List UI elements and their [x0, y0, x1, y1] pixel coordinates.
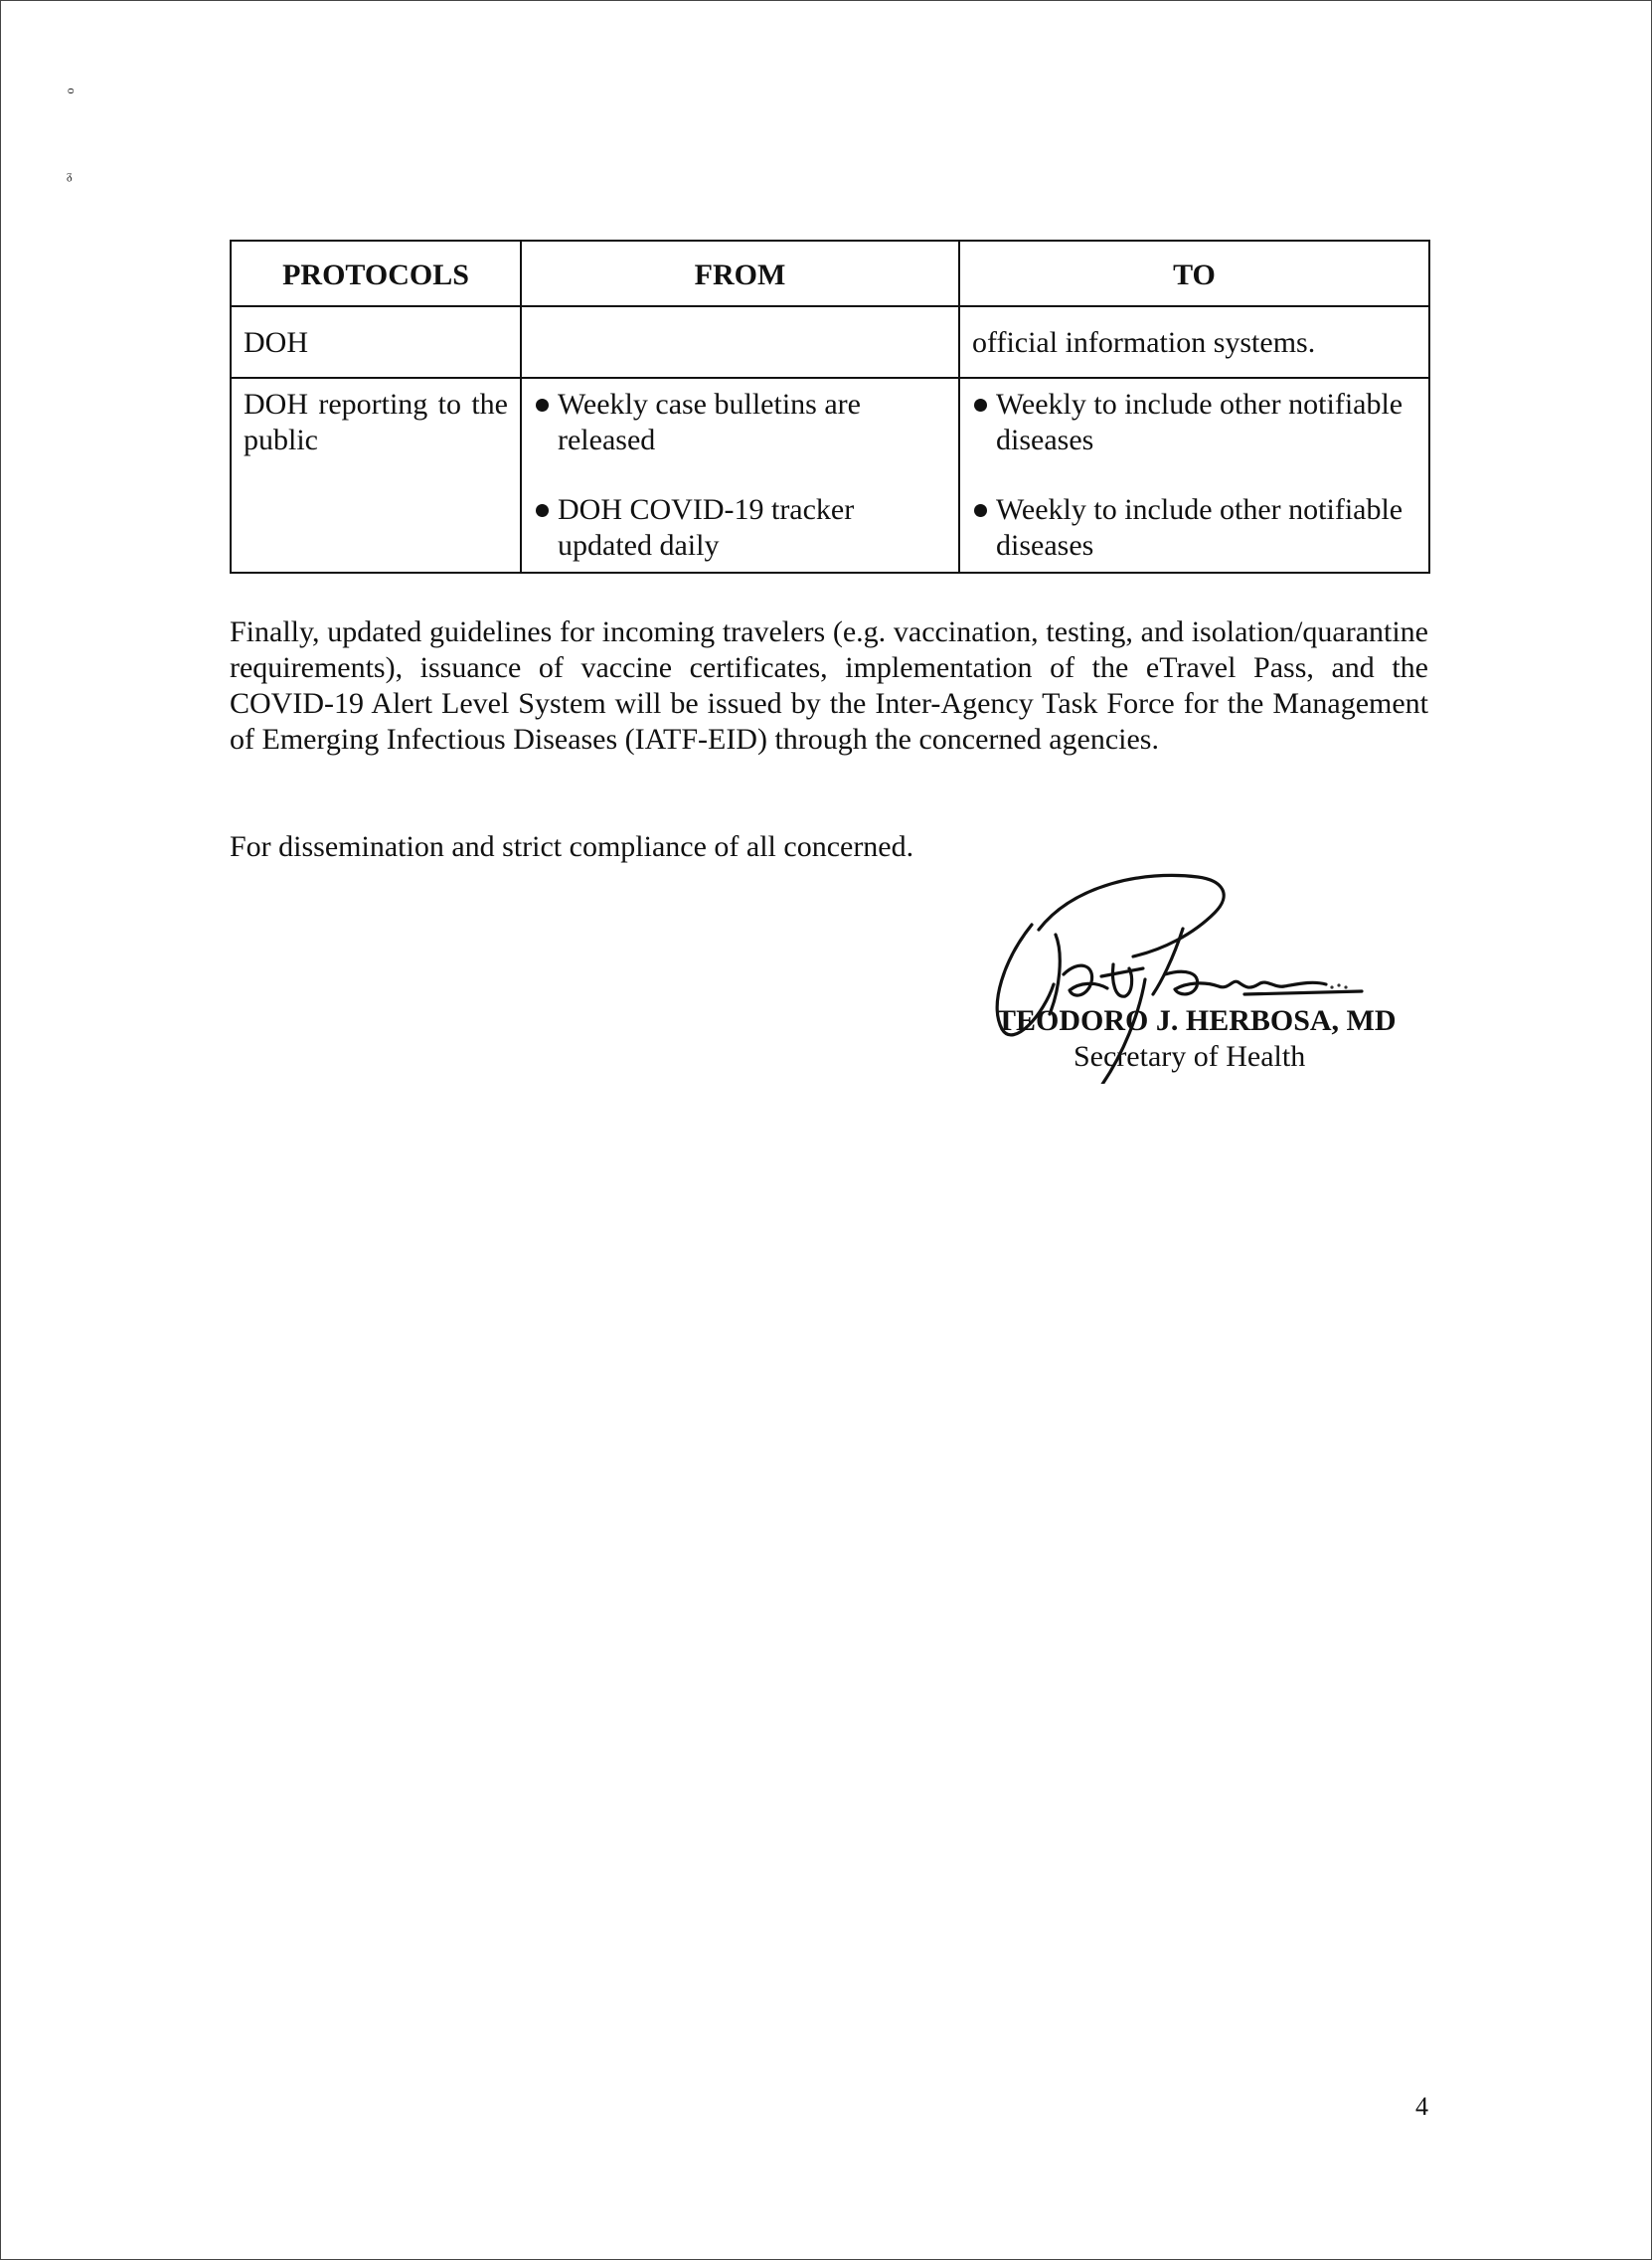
page-number: 4: [1415, 2092, 1428, 2121]
dissemination-line: For dissemination and strict compliance of all concerned.: [230, 830, 914, 863]
table-row: [231, 378, 1429, 573]
scan-artifact: ᵹ: [67, 168, 73, 182]
closing-paragraph: Finally, updated guidelines for incoming travelers (e.g. vaccination, testing, and isolation/quarantine requirements), issuance of vaccine certificates, implementation of the eTravel Pass, and the COVID-19 Alert Level System will be issued by the Inter-Agency Task Force for the Management of Emerging Infectious Diseases (IATF-EID) through the concerned agencies.: [230, 615, 1428, 756]
bullet-icon: [974, 504, 987, 517]
list-item: [534, 492, 946, 564]
signatory-name: TEODORO J. HERBOSA, MD: [996, 1004, 1397, 1037]
to-cell: official information systems.: [959, 306, 1429, 378]
protocol-cell: DOH: [231, 306, 521, 378]
from-cell: [521, 378, 959, 573]
bullet-text: Weekly case bulletins are released: [558, 388, 861, 456]
protocols-table: [230, 240, 1430, 574]
bullet-text: DOH COVID-19 tracker updated daily: [558, 493, 855, 562]
bullet-icon: [536, 399, 549, 412]
signatory-title: Secretary of Health: [1074, 1040, 1306, 1073]
header-from: FROM: [521, 241, 959, 306]
table-header-row: [231, 241, 1429, 306]
signature-block: [984, 865, 1451, 1084]
list-item: [972, 387, 1416, 458]
bullet-text: Weekly to include other notifiable diseases: [996, 388, 1404, 456]
protocol-cell: DOH reporting to the public: [231, 378, 521, 573]
list-item: [972, 492, 1416, 564]
bullet-list: [972, 387, 1416, 564]
from-cell: [521, 306, 959, 378]
bullet-icon: [974, 399, 987, 412]
header-to: TO: [959, 241, 1429, 306]
to-cell: [959, 378, 1429, 573]
header-protocols: PROTOCOLS: [231, 241, 521, 306]
bullet-icon: [536, 504, 549, 517]
bullet-text: Weekly to include other notifiable diseases: [996, 493, 1404, 562]
bullet-list: [534, 387, 946, 564]
table-row: [231, 306, 1429, 378]
scan-artifact: ᴑ: [68, 83, 75, 96]
list-item: [534, 387, 946, 458]
